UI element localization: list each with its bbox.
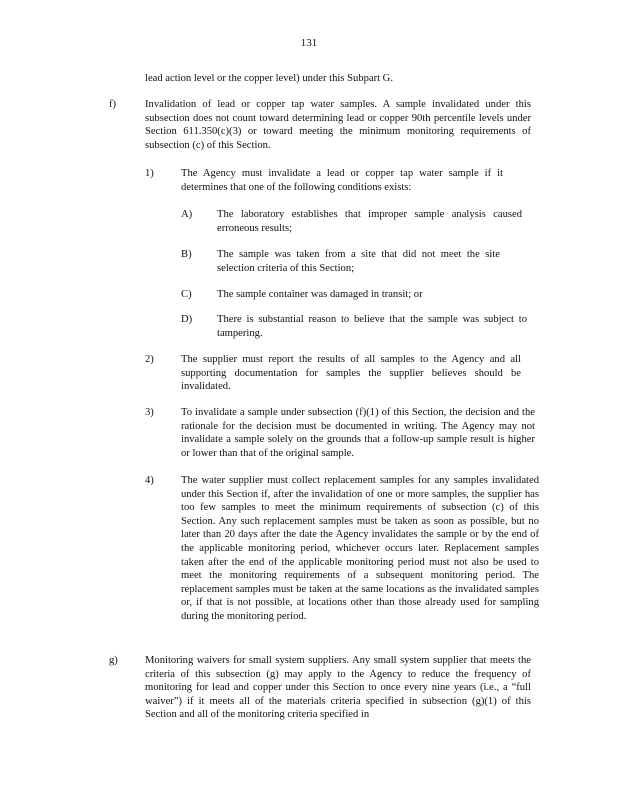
item-f1-text: The Agency must invalidate a lead or copper tap water sample if it determines that one of the following conditions exists:	[181, 168, 503, 193]
item-f1-A-text: The laboratory establishes that improper sample analysis caused erroneous results;	[217, 209, 522, 234]
item-f4-text: The water supplier must collect replacement samples for any samples invalidated under this Section if, after the invalidation of one or more samples, the supplier has too few samples to meet the minimum requirements of subsection (c) of this Section. Any such replacement samples must be taken as soon as possible, but no later than 20 days after the date the Agency invalidates the sample or by the end of the applicable monitoring period, whichever occurs later. Replacement samples taken after the end of the applicable monitoring period must not also be used to meet the monitoring requirements of a subsequent monitoring period. The replacement samples must be taken at the same locations as the invalidated samples or, if that is not possible, at locations other than those already used for sampling during the monitoring period.	[181, 475, 539, 622]
item-f1-D-label: D)	[181, 314, 193, 325]
item-f1-label: 1)	[145, 168, 154, 179]
item-f1-B-text: The sample was taken from a site that did not meet the site selection criteria of this Section;	[217, 249, 500, 274]
item-f4-label: 4)	[145, 475, 154, 486]
subsection-g-label: g)	[109, 655, 118, 666]
item-f1-A-label: A)	[181, 209, 193, 220]
subsection-f-label: f)	[109, 99, 117, 110]
item-f3-label: 3)	[145, 407, 154, 418]
item-f1-C-label: C)	[181, 289, 192, 300]
item-f1-B-label: B)	[181, 249, 192, 260]
item-f3-text: To invalidate a sample under subsection (f)(1) of this Section, the decision and the rationale for the decision must be documented in writing. The Agency may not invalidate a sample solely on the grounds that a follow-up sample result is higher or lower than that of the original sample.	[181, 407, 535, 459]
item-f1-D-text: There is substantial reason to believe that the sample was subject to tampering.	[217, 314, 527, 339]
item-f2-text: The supplier must report the results of all samples to the Agency and all supporting documentation for samples the supplier believes should be invalidated.	[181, 354, 521, 393]
subsection-f-text: Invalidation of lead or copper tap water samples. A sample invalidated under this subsection does not count toward determining lead or copper 90th percentile levels under Section 611.350(c)(3) or toward meeting the minimum monitoring requirements of subsection (c) of this Section.	[145, 99, 531, 151]
intro-text: lead action level or the copper level) under this Subpart G.	[145, 73, 393, 84]
item-f2-label: 2)	[145, 354, 154, 365]
page-number: 131	[300, 37, 318, 49]
item-f1-C-text: The sample container was damaged in transit; or	[217, 289, 423, 300]
subsection-g-text: Monitoring waivers for small system suppliers. Any small system supplier that meets the criteria of this subsection (g) may apply to the Agency to reduce the frequency of monitoring for lead and copper under this Section to once every nine years (i.e., a “full waiver”) if it meets all of the materials criteria specified in subsection (g)(1) of this Section and all of the monitoring criteria specified in	[145, 655, 531, 721]
